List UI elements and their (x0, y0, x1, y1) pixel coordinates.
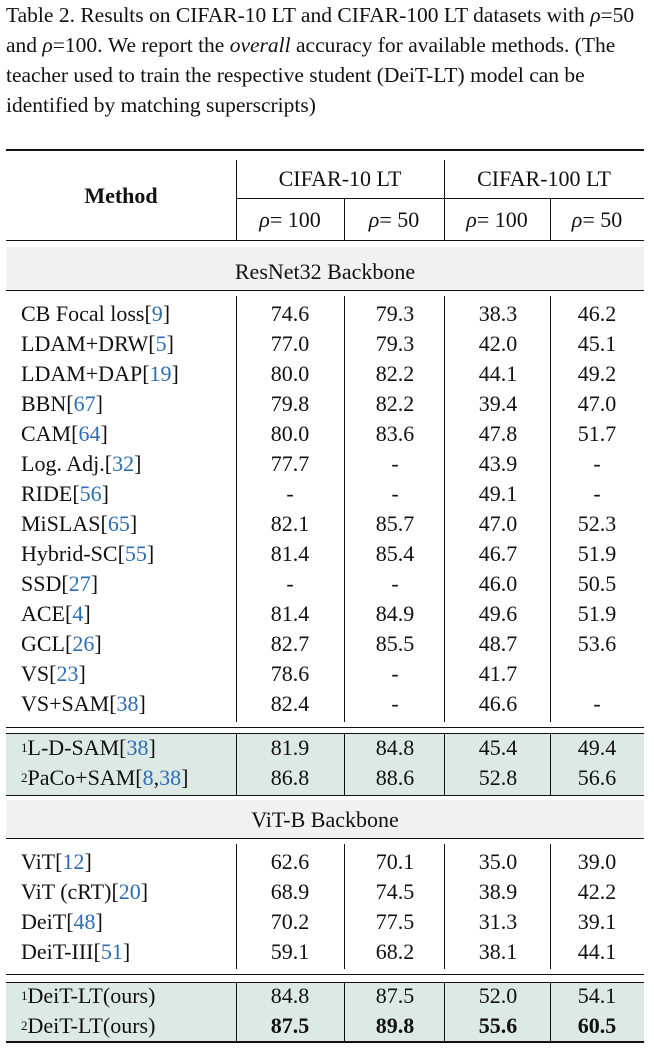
table-row (6, 937, 644, 967)
method-name-cell (6, 599, 236, 629)
accuracy-value: 89.8 (375, 1013, 415, 1038)
sub-header: ρ = 50 (571, 206, 623, 232)
method-name: BBN (21, 391, 67, 416)
table-row (6, 299, 644, 329)
method-name-cell (6, 937, 236, 967)
col-divider (550, 199, 551, 240)
bracket: ] (181, 765, 189, 790)
accuracy-value: - (391, 481, 399, 506)
accuracy-value: 77.5 (375, 909, 415, 934)
method-name-cell (6, 689, 236, 719)
col-divider (550, 844, 551, 969)
method-name: Hybrid-SC (21, 541, 118, 566)
accuracy-value: 56.6 (577, 765, 617, 790)
method-name-cell (6, 907, 236, 937)
method-name-cell (6, 359, 236, 389)
accuracy-value: 88.6 (375, 765, 415, 790)
method-name: DeiT-LT(ours) (27, 983, 156, 1008)
accuracy-value: 35.0 (478, 849, 518, 874)
col-divider (550, 296, 551, 722)
citation-link: 23 (56, 661, 79, 686)
accuracy-value: 59.1 (270, 939, 310, 964)
accuracy-value: - (391, 661, 399, 686)
col-divider (236, 844, 237, 969)
bracket: ] (166, 331, 174, 356)
accuracy-value: 70.1 (375, 849, 415, 874)
method-name-cell: 1 DeiT-LT(ours) (21, 983, 156, 1008)
bracket: [ (72, 481, 80, 506)
accuracy-value: 87.5 (375, 983, 415, 1008)
method-name: CAM (21, 421, 72, 446)
bracket: [ (117, 541, 125, 566)
citation-link: 51 (100, 939, 123, 964)
accuracy-value: 81.4 (270, 541, 310, 566)
table-row (6, 733, 644, 763)
method-name: ACE (21, 601, 65, 626)
col-divider (344, 199, 345, 240)
method-name: DeiT-III (21, 939, 94, 964)
accuracy-value: 47.0 (577, 391, 617, 416)
bracket: [ (142, 361, 150, 386)
bracket: [ (109, 691, 117, 716)
method-name-cell (6, 299, 236, 329)
citation-link: 55 (124, 541, 147, 566)
accuracy-value: 84.8 (270, 983, 310, 1008)
bracket: [ (100, 511, 108, 536)
citation-link: 32 (112, 451, 135, 476)
col-divider (344, 844, 345, 969)
accuracy-value: 39.0 (577, 849, 617, 874)
accuracy-value: 86.8 (270, 765, 310, 790)
accuracy-value: 68.2 (375, 939, 415, 964)
bracket: ] (94, 631, 102, 656)
bracket: ] (78, 661, 86, 686)
section-rule (6, 838, 644, 839)
accuracy-value: 79.3 (375, 301, 415, 326)
accuracy-value: 82.2 (375, 361, 415, 386)
accuracy-value: 49.6 (478, 601, 518, 626)
table-row (6, 629, 644, 659)
accuracy-value: 50.5 (577, 571, 617, 596)
accuracy-value: - (593, 481, 601, 506)
bracket: ] (95, 909, 103, 934)
method-name-cell (6, 629, 236, 659)
citation-link: 12 (62, 849, 85, 874)
accuracy-value: 45.1 (577, 331, 617, 356)
accuracy-value: - (391, 571, 399, 596)
accuracy-value: 41.7 (478, 661, 518, 686)
accuracy-value: 87.5 (270, 1013, 310, 1038)
col-divider (236, 296, 237, 722)
citation-link: 9 (151, 301, 163, 326)
accuracy-value: 47.0 (478, 511, 518, 536)
method-name: DeiT (21, 909, 67, 934)
accuracy-value: 55.6 (478, 1013, 518, 1038)
bracket: [ (111, 879, 119, 904)
accuracy-value: 31.3 (478, 909, 518, 934)
table-caption: Table 2. Results on CIFAR-10 LT and CIFAR-100 LT datasets with ρ=50 and ρ=100. We report the overall accuracy for available methods. (The teacher used to train the respective student (DeiT-LT) model can be identified by matching superscripts) (6, 3, 635, 117)
accuracy-value: 81.9 (270, 735, 310, 760)
method-name-cell (6, 659, 236, 689)
accuracy-value: 82.2 (375, 391, 415, 416)
citation-link: 20 (118, 879, 141, 904)
accuracy-value: 79.8 (270, 391, 310, 416)
accuracy-value: 80.0 (270, 421, 310, 446)
cifar10-header: CIFAR-10 LT (278, 166, 402, 191)
col-divider (344, 734, 345, 795)
accuracy-value: 85.5 (375, 631, 415, 656)
accuracy-value: 83.6 (375, 421, 415, 446)
table-row (6, 981, 644, 1011)
accuracy-value: 44.1 (478, 361, 518, 386)
accuracy-value: 42.0 (478, 331, 518, 356)
table-row (6, 659, 644, 689)
accuracy-value: 85.7 (375, 511, 415, 536)
accuracy-value: 45.4 (478, 735, 518, 760)
accuracy-value: 85.4 (375, 541, 415, 566)
citation-link: 19 (149, 361, 172, 386)
bracket: [ (65, 631, 73, 656)
method-name-cell (6, 479, 236, 509)
caption-emphasis: overall (229, 33, 291, 57)
method-name-cell (6, 419, 236, 449)
bracket: [ (49, 661, 57, 686)
accuracy-value: 74.6 (270, 301, 310, 326)
accuracy-value: 77.0 (270, 331, 310, 356)
bracket: [ (65, 601, 73, 626)
col-divider (444, 734, 445, 795)
method-name-cell: 2 DeiT-LT(ours) (21, 1013, 156, 1038)
col-divider (236, 160, 237, 240)
bracket: ] (171, 361, 179, 386)
citation-link: 67 (73, 391, 96, 416)
citation-link: 38 (126, 735, 149, 760)
method-name: SSD (21, 571, 62, 596)
method-name: ViT (21, 849, 56, 874)
accuracy-value: 48.7 (478, 631, 518, 656)
accuracy-value: 79.3 (375, 331, 415, 356)
accuracy-value: 46.0 (478, 571, 518, 596)
table-row (6, 689, 644, 719)
table-bottom-rule (6, 1041, 644, 1043)
citation-link: 48 (73, 909, 96, 934)
bracket: ] (84, 849, 92, 874)
bracket: ] (148, 735, 156, 760)
accuracy-value: 78.6 (270, 661, 310, 686)
citation-link: 8 (142, 765, 154, 790)
bracket: [ (66, 391, 74, 416)
method-name-cell (6, 509, 236, 539)
citation-link: 65 (107, 511, 130, 536)
col-divider (550, 734, 551, 795)
accuracy-value: 38.9 (478, 879, 518, 904)
bracket: [ (66, 909, 74, 934)
accuracy-value: 39.1 (577, 909, 617, 934)
col-divider (344, 983, 345, 1041)
accuracy-value: 82.7 (270, 631, 310, 656)
bracket: ] (83, 601, 91, 626)
method-name-cell (6, 877, 236, 907)
accuracy-value: - (391, 451, 399, 476)
bracket: ] (140, 879, 149, 904)
bracket: ] (95, 391, 103, 416)
method-name-cell (6, 847, 236, 877)
table-row (6, 763, 644, 793)
col-divider (444, 983, 445, 1041)
accuracy-value: 70.2 (270, 909, 310, 934)
accuracy-value: 47.8 (478, 421, 518, 446)
bracket: ] (129, 511, 138, 536)
resnet-section-header: ResNet32 Backbone (6, 247, 644, 290)
table-row (6, 907, 644, 937)
citation-link: 56 (79, 481, 102, 506)
method-name: Log. Adj. (21, 451, 105, 476)
accuracy-value: 82.1 (270, 511, 310, 536)
method-name-cell (6, 449, 236, 479)
accuracy-value: - (391, 691, 399, 716)
bracket: [ (148, 331, 156, 356)
sub-header: ρ = 100 (466, 206, 528, 232)
col-divider (444, 160, 445, 240)
table-row (6, 509, 644, 539)
table-row (6, 1011, 644, 1041)
accuracy-value: 51.7 (577, 421, 617, 446)
table-row (6, 329, 644, 359)
citation-link: 38 (159, 765, 182, 790)
accuracy-value: 51.9 (577, 601, 617, 626)
accuracy-value (550, 659, 644, 689)
accuracy-value: 82.4 (270, 691, 310, 716)
bracket: [ (119, 735, 127, 760)
bracket: ] (138, 691, 146, 716)
accuracy-value: 42.2 (577, 879, 617, 904)
bracket: [ (135, 765, 143, 790)
bracket: ] (146, 541, 155, 566)
method-name-cell (6, 569, 236, 599)
accuracy-value: 77.7 (270, 451, 310, 476)
accuracy-value: 49.1 (478, 481, 518, 506)
method-name: L-D-SAM (27, 735, 120, 760)
col-divider (236, 983, 237, 1041)
method-name: VS (21, 661, 50, 686)
accuracy-value: - (286, 571, 294, 596)
table-row (6, 847, 644, 877)
accuracy-value: 52.3 (577, 511, 617, 536)
accuracy-value: 74.5 (375, 879, 415, 904)
bracket: ] (90, 571, 99, 596)
bracket: [ (144, 301, 152, 326)
col-divider (444, 844, 445, 969)
accuracy-value: 49.4 (577, 735, 617, 760)
cifar100-header: CIFAR-100 LT (477, 166, 611, 191)
bracket: ] (101, 481, 109, 506)
bracket: [ (104, 451, 113, 476)
caption-prefix: Table 2. (6, 3, 75, 27)
table-row (6, 479, 644, 509)
bracket: [ (61, 571, 69, 596)
table-row (6, 569, 644, 599)
citation-link: 38 (116, 691, 139, 716)
accuracy-value: 54.1 (577, 983, 617, 1008)
section-rule (6, 795, 644, 796)
citation-link: 5 (155, 331, 167, 356)
table-row (6, 599, 644, 629)
bracket: [ (55, 849, 63, 874)
method-name: LDAM+DRW (21, 331, 149, 356)
accuracy-value: 49.2 (577, 361, 617, 386)
table-row (6, 419, 644, 449)
accuracy-value: 39.4 (478, 391, 518, 416)
table-row (6, 449, 644, 479)
accuracy-value: 84.9 (375, 601, 415, 626)
accuracy-value: - (593, 451, 601, 476)
sub-header: ρ = 100 (259, 206, 321, 232)
col-divider (550, 983, 551, 1041)
method-name: LDAM+DAP (21, 361, 143, 386)
citation-link: 27 (68, 571, 91, 596)
accuracy-value: 38.1 (478, 939, 518, 964)
col-divider (444, 296, 445, 722)
bracket: ] (100, 421, 108, 446)
method-name: RIDE (21, 481, 73, 506)
sub-header: ρ = 50 (368, 206, 420, 232)
accuracy-value: 52.8 (478, 765, 518, 790)
accuracy-value: 46.2 (577, 301, 617, 326)
table-row (6, 359, 644, 389)
accuracy-value: 53.6 (577, 631, 617, 656)
col-divider (344, 296, 345, 722)
accuracy-value: 62.6 (270, 849, 310, 874)
table-row (6, 877, 644, 907)
accuracy-value: 60.5 (577, 1013, 617, 1038)
method-name-cell (6, 329, 236, 359)
col-divider (236, 734, 237, 795)
citation-link: 64 (78, 421, 101, 446)
method-name: PaCo+SAM (27, 765, 136, 790)
accuracy-value: 68.9 (270, 879, 310, 904)
header-bottom-rule (6, 240, 644, 241)
method-name-cell (6, 389, 236, 419)
method-name-cell: 1 L-D-SAM [ 38 ] (21, 735, 156, 760)
citation-link: 26 (72, 631, 95, 656)
accuracy-value: 84.8 (375, 735, 415, 760)
table-row (6, 539, 644, 569)
section-rule (6, 974, 644, 975)
vit-section-header: ViT-B Backbone (6, 800, 644, 838)
method-name: MiSLAS (21, 511, 101, 536)
method-name: GCL (21, 631, 65, 656)
bracket: [ (71, 421, 79, 446)
accuracy-value: 38.3 (478, 301, 518, 326)
accuracy-value: 44.1 (577, 939, 617, 964)
accuracy-value: 46.6 (478, 691, 518, 716)
method-name: DeiT-LT(ours) (27, 1013, 156, 1038)
method-header: Method (84, 182, 158, 208)
separator: , (153, 765, 160, 790)
accuracy-value: 80.0 (270, 361, 310, 386)
table-row (6, 389, 644, 419)
bracket: ] (162, 301, 171, 326)
accuracy-value: 46.7 (478, 541, 518, 566)
method-name: VS+SAM (21, 691, 110, 716)
accuracy-value: 51.9 (577, 541, 617, 566)
section-rule (6, 290, 644, 291)
accuracy-value: - (593, 691, 601, 716)
accuracy-value: 43.9 (478, 451, 518, 476)
method-name-cell: 2 PaCo+SAM [ 8 , 38 ] (21, 765, 189, 790)
accuracy-value: 81.4 (270, 601, 310, 626)
section-rule (6, 727, 644, 728)
method-name: CB Focal loss (21, 301, 145, 326)
citation-link: 4 (72, 601, 84, 626)
accuracy-value: - (286, 481, 294, 506)
method-name-cell (6, 539, 236, 569)
bracket: ] (134, 451, 142, 476)
accuracy-value: 52.0 (478, 983, 518, 1008)
bracket: [ (93, 939, 101, 964)
method-name: ViT (cRT) (21, 879, 112, 904)
bracket: ] (122, 939, 131, 964)
